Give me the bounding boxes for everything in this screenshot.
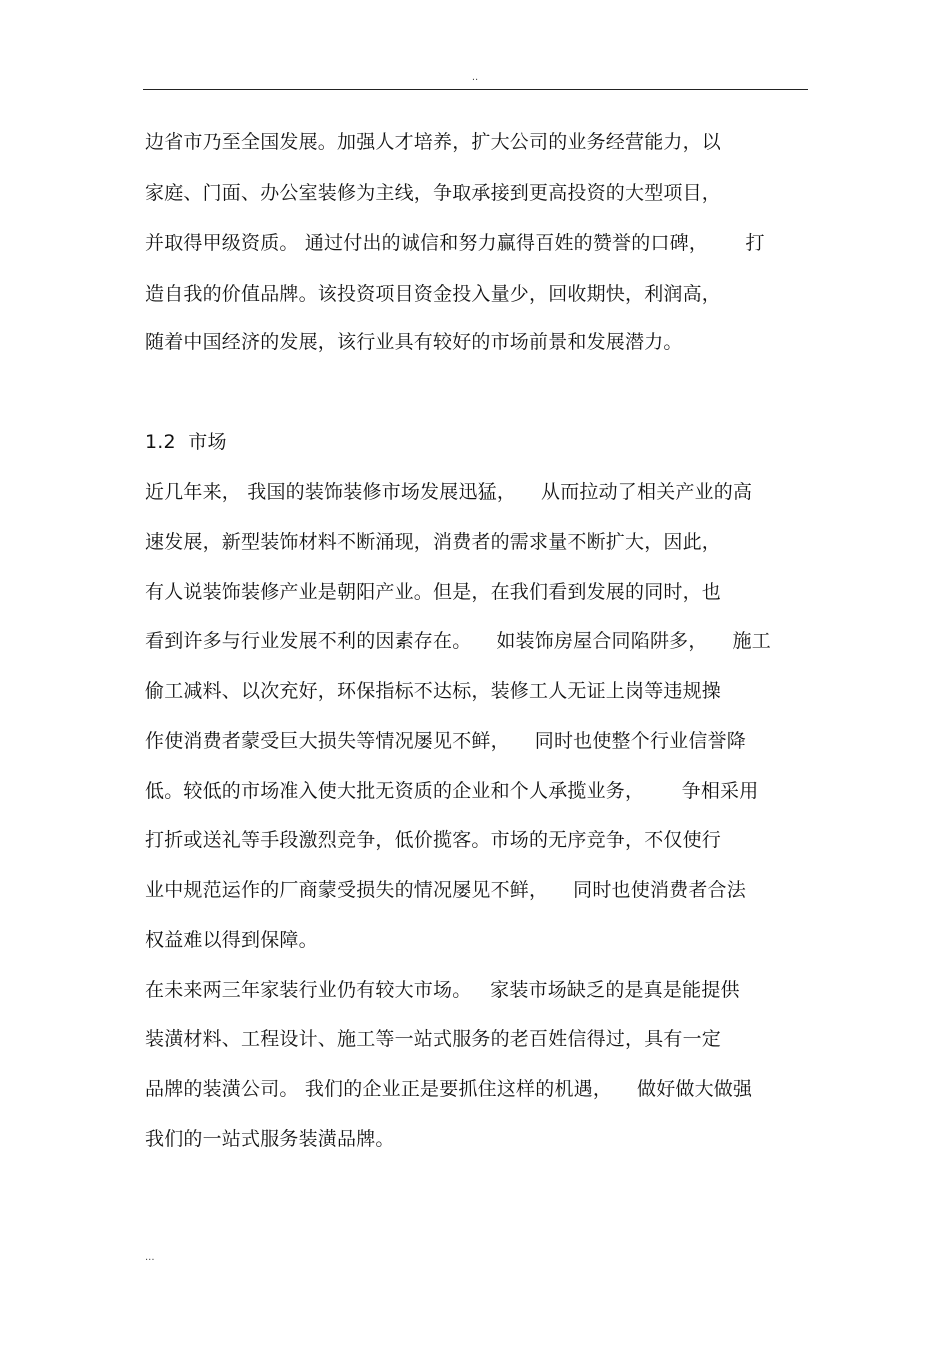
paragraph-line: 近几年来， 我国的装饰装修市场发展迅猛， 从而拉动了相关产业的高 — [145, 481, 753, 503]
paragraph-line: 权益难以得到保障。 — [145, 929, 318, 951]
paragraph-line: 边省市乃至全国发展。加强人才培养，扩大公司的业务经营能力，以 — [145, 131, 722, 153]
paragraph-line: 偷工减料、以次充好，环保指标不达标，装修工人无证上岗等违规操 — [145, 680, 722, 702]
paragraph-line: 装潢材料、工程设计、施工等一站式服务的老百姓信得过，具有一定 — [145, 1028, 722, 1050]
paragraph-line: 业中规范运作的厂商蒙受损失的情况屡见不鲜， 同时也使消费者合法 — [145, 879, 746, 901]
paragraph-line: 低。较低的市场准入使大批无资质的企业和个人承揽业务， 争相采用 — [145, 780, 759, 802]
paragraph-line: 我们的一站式服务装潢品牌。 — [145, 1128, 395, 1150]
paragraph-line: 有人说装饰装修产业是朝阳产业。但是，在我们看到发展的同时，也 — [145, 581, 722, 603]
paragraph-line: 打折或送礼等手段激烈竞争，低价揽客。市场的无序竞争，不仅使行 — [145, 829, 722, 851]
paragraph-line: 造自我的价值品牌。该投资项目资金投入量少，回收期快，利润高， — [145, 283, 722, 305]
paragraph-line: 速发展，新型装饰材料不断涌现，消费者的需求量不断扩大，因此， — [145, 531, 722, 553]
paragraph-line: 并取得甲级资质。 通过付出的诚信和努力赢得百姓的赞誉的口碑， 打 — [145, 232, 765, 254]
paragraph-line: 作使消费者蒙受巨大损失等情况屡见不鲜， 同时也使整个行业信誉降 — [145, 730, 746, 752]
section-heading: 1.2 市场 — [145, 431, 227, 453]
paragraph-line: 看到许多与行业发展不利的因素存在。 如装饰房屋合同陷阱多， 施工 — [145, 630, 771, 652]
header-rule — [143, 89, 808, 90]
paragraph-line: 在未来两三年家装行业仍有较大市场。 家装市场缺乏的是真是能提供 — [145, 979, 740, 1001]
paragraph-line: 随着中国经济的发展，该行业具有较好的市场前景和发展潜力。 — [145, 331, 683, 353]
paragraph-line: 家庭、门面、办公室装修为主线，争取承接到更高投资的大型项目， — [145, 182, 722, 204]
page-header-mark: .. — [471, 72, 479, 83]
page-footer-mark: ... — [145, 1252, 155, 1263]
paragraph-line: 品牌的装潢公司。 我们的企业正是要抓住这样的机遇， 做好做大做强 — [145, 1078, 753, 1100]
